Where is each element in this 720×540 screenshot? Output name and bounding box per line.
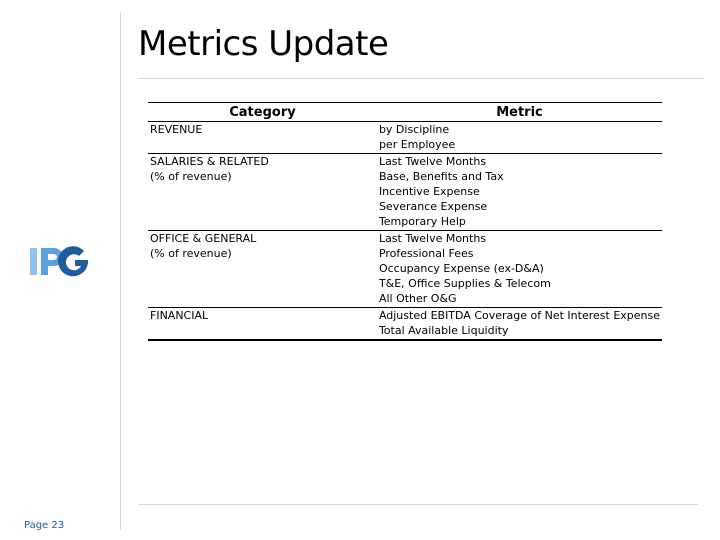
metric-line: by Discipline [378,123,450,136]
metric-line: Occupancy Expense (ex-D&A) [378,262,544,275]
metric-line: Base, Benefits and Tax [378,170,504,183]
category-line: SALARIES & RELATED [150,155,269,168]
category-line: (% of revenue) [150,170,232,183]
left-divider [120,12,121,530]
metric-line: Incentive Expense [378,185,480,198]
header-row [148,103,662,122]
category-cell [148,154,377,231]
metric-line: Temporary Help [378,215,466,228]
ipg-logo [28,244,92,278]
category-line: (% of revenue) [150,247,232,260]
table-row [148,231,662,308]
table-row [148,154,662,231]
metric-cell [377,154,662,231]
metric-line: Last Twelve Months [378,232,487,245]
page-number: Page 23 [24,520,65,531]
category-header: Category [148,103,377,122]
table-row [148,122,662,154]
footer-rule [138,504,698,505]
metric-header: Metric [377,103,662,122]
category-cell [148,231,377,308]
metric-line: Adjusted EBITDA Coverage of Net Interest Expense [378,309,660,322]
page-title: Metrics Update [138,24,389,64]
metric-line: All Other O&G [378,292,457,305]
title-rule [138,78,704,79]
metric-cell [377,231,662,308]
category-line: REVENUE [150,123,203,136]
metric-line: T&E, Office Supplies & Telecom [378,277,551,290]
metric-line: Severance Expense [378,200,488,213]
metric-line: Last Twelve Months [378,155,487,168]
metric-line: Professional Fees [378,247,474,260]
metric-cell [377,122,662,154]
category-line: OFFICE & GENERAL [150,232,257,245]
category-cell [148,308,377,341]
metric-cell [377,308,662,341]
metrics-table [148,102,662,341]
metric-line: per Employee [378,138,456,151]
category-line: FINANCIAL [150,309,209,322]
metric-line: Total Available Liquidity [378,324,509,337]
category-cell [148,122,377,154]
table-row [148,308,662,341]
